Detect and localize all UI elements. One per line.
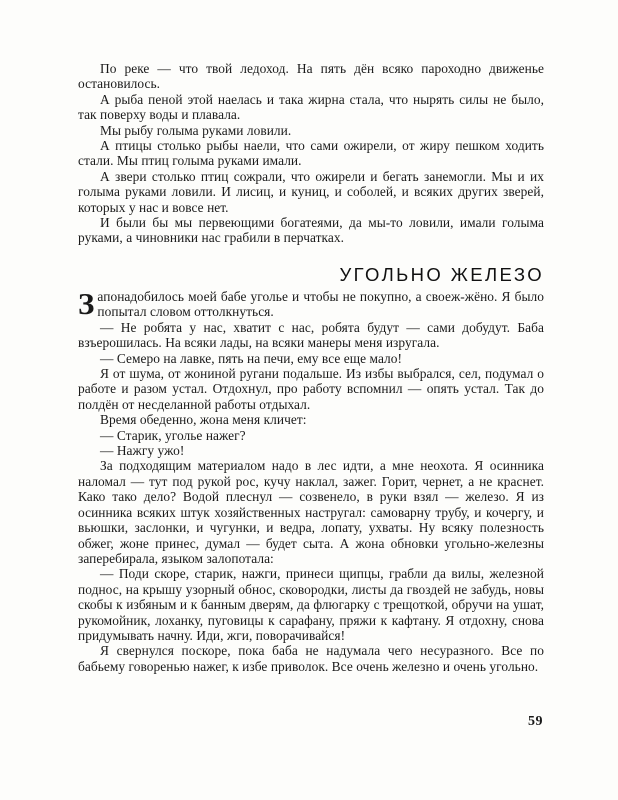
drop-cap: З (78, 286, 95, 321)
paragraph: — Не робята у нас, хватит с нас, робята будут — сами добудут. Баба взъерошилась. На всяки лады, на всяки манеры меня изругала. (78, 319, 544, 351)
paragraph: А рыба пеной этой наелась и така жирна стала, что нырять силы не было, так поверху воды и плавала. (78, 91, 544, 123)
previous-story-text (78, 61, 544, 246)
paragraph: И были бы мы первеющими богатеями, да мы-то ловили, имали голыма руками, а чиновники нас грабили в перчатках. (78, 215, 544, 246)
page-number: 59 (528, 714, 543, 729)
paragraph: — Семеро на лавке, пять на печи, ему все еще мало! (100, 350, 403, 366)
story-title: УГОЛЬНО ЖЕЛЕЗО (339, 264, 544, 285)
first-paragraph (78, 286, 544, 321)
paragraph: А звери столько птиц сожрали, что ожирели и бегать занемогли. Мы и их голыма руками ловили. И лисиц, и куниц, и соболей, и всяких других зверей, которых у нас и вовсе нет. (78, 168, 544, 215)
paragraph: Я свернулся поскоре, пока баба не надумала чего несуразного. Все по бабьему говоренью нажег, к избе приволок. Все очень железно и очень угольно. (78, 643, 544, 674)
paragraph: — Нажгу ужо! (100, 443, 185, 459)
paragraph: А птицы столько рыбы наели, что сами ожирели, от жиру пешком ходить стали. Мы птиц голыма руками имали. (78, 138, 544, 169)
paragraph: Мы рыбу голыма руками ловили. (100, 122, 292, 138)
paragraph: — Старик, уголье нажег? (100, 427, 246, 443)
paragraph: — Поди скоре, старик, нажги, принеси щипцы, грабли да вилы, железной поднос, на крышу узорный обнос, сковородки, листы да гвоздей не забудь, новы скобы к избяным и к банным дверям, да флюгарку с трещоткой, обручи на ушат, рукомойник, лоханку, пуговицы к сарафану, пряжи к кафтану. Я отдохну, снова придумывать начну. Иди, жги, поворачивайся! (78, 566, 544, 643)
paragraph: Я от шума, от жониной ругани подальше. Из избы выбрался, сел, подумал о работе и разом устал. Отдохнул, про работу вспомнил — опять устал. Так до полдён от несделанной работы отдыхал. (78, 366, 544, 412)
paragraph: За подходящим материалом надо в лес идти, а мне неохота. Я осинника наломал — тут под рукой рос, кучу наклал, зажег. Горит, чернет, а не краснет. Како тако дело? Водой плеснул — созвенело, в руки взял — железо. Я из осинника всяких штук хозяйственных настругал: самоварну трубу, и кочергу, и вьюшки, заслонки, и чугунки, и ведра, лопату, ухваты. Ну всяку полезность обжег, жоне принес, думал — будет сыта. А жона обновки угольно-железны заперебирала, языком залопотала: (78, 458, 544, 566)
paragraph: По реке — что твой ледоход. На пять дён всяко пароходно движенье остановилось. (78, 61, 544, 92)
story-text (78, 286, 544, 674)
first-paragraph-text: апонадобилось моей бабе уголье и чтобы не покупно, а своеж-жёно. Я было попытал словом оттолкнуться. (97, 289, 544, 320)
paragraph: Время обеденно, жона меня кличет: (100, 412, 307, 428)
